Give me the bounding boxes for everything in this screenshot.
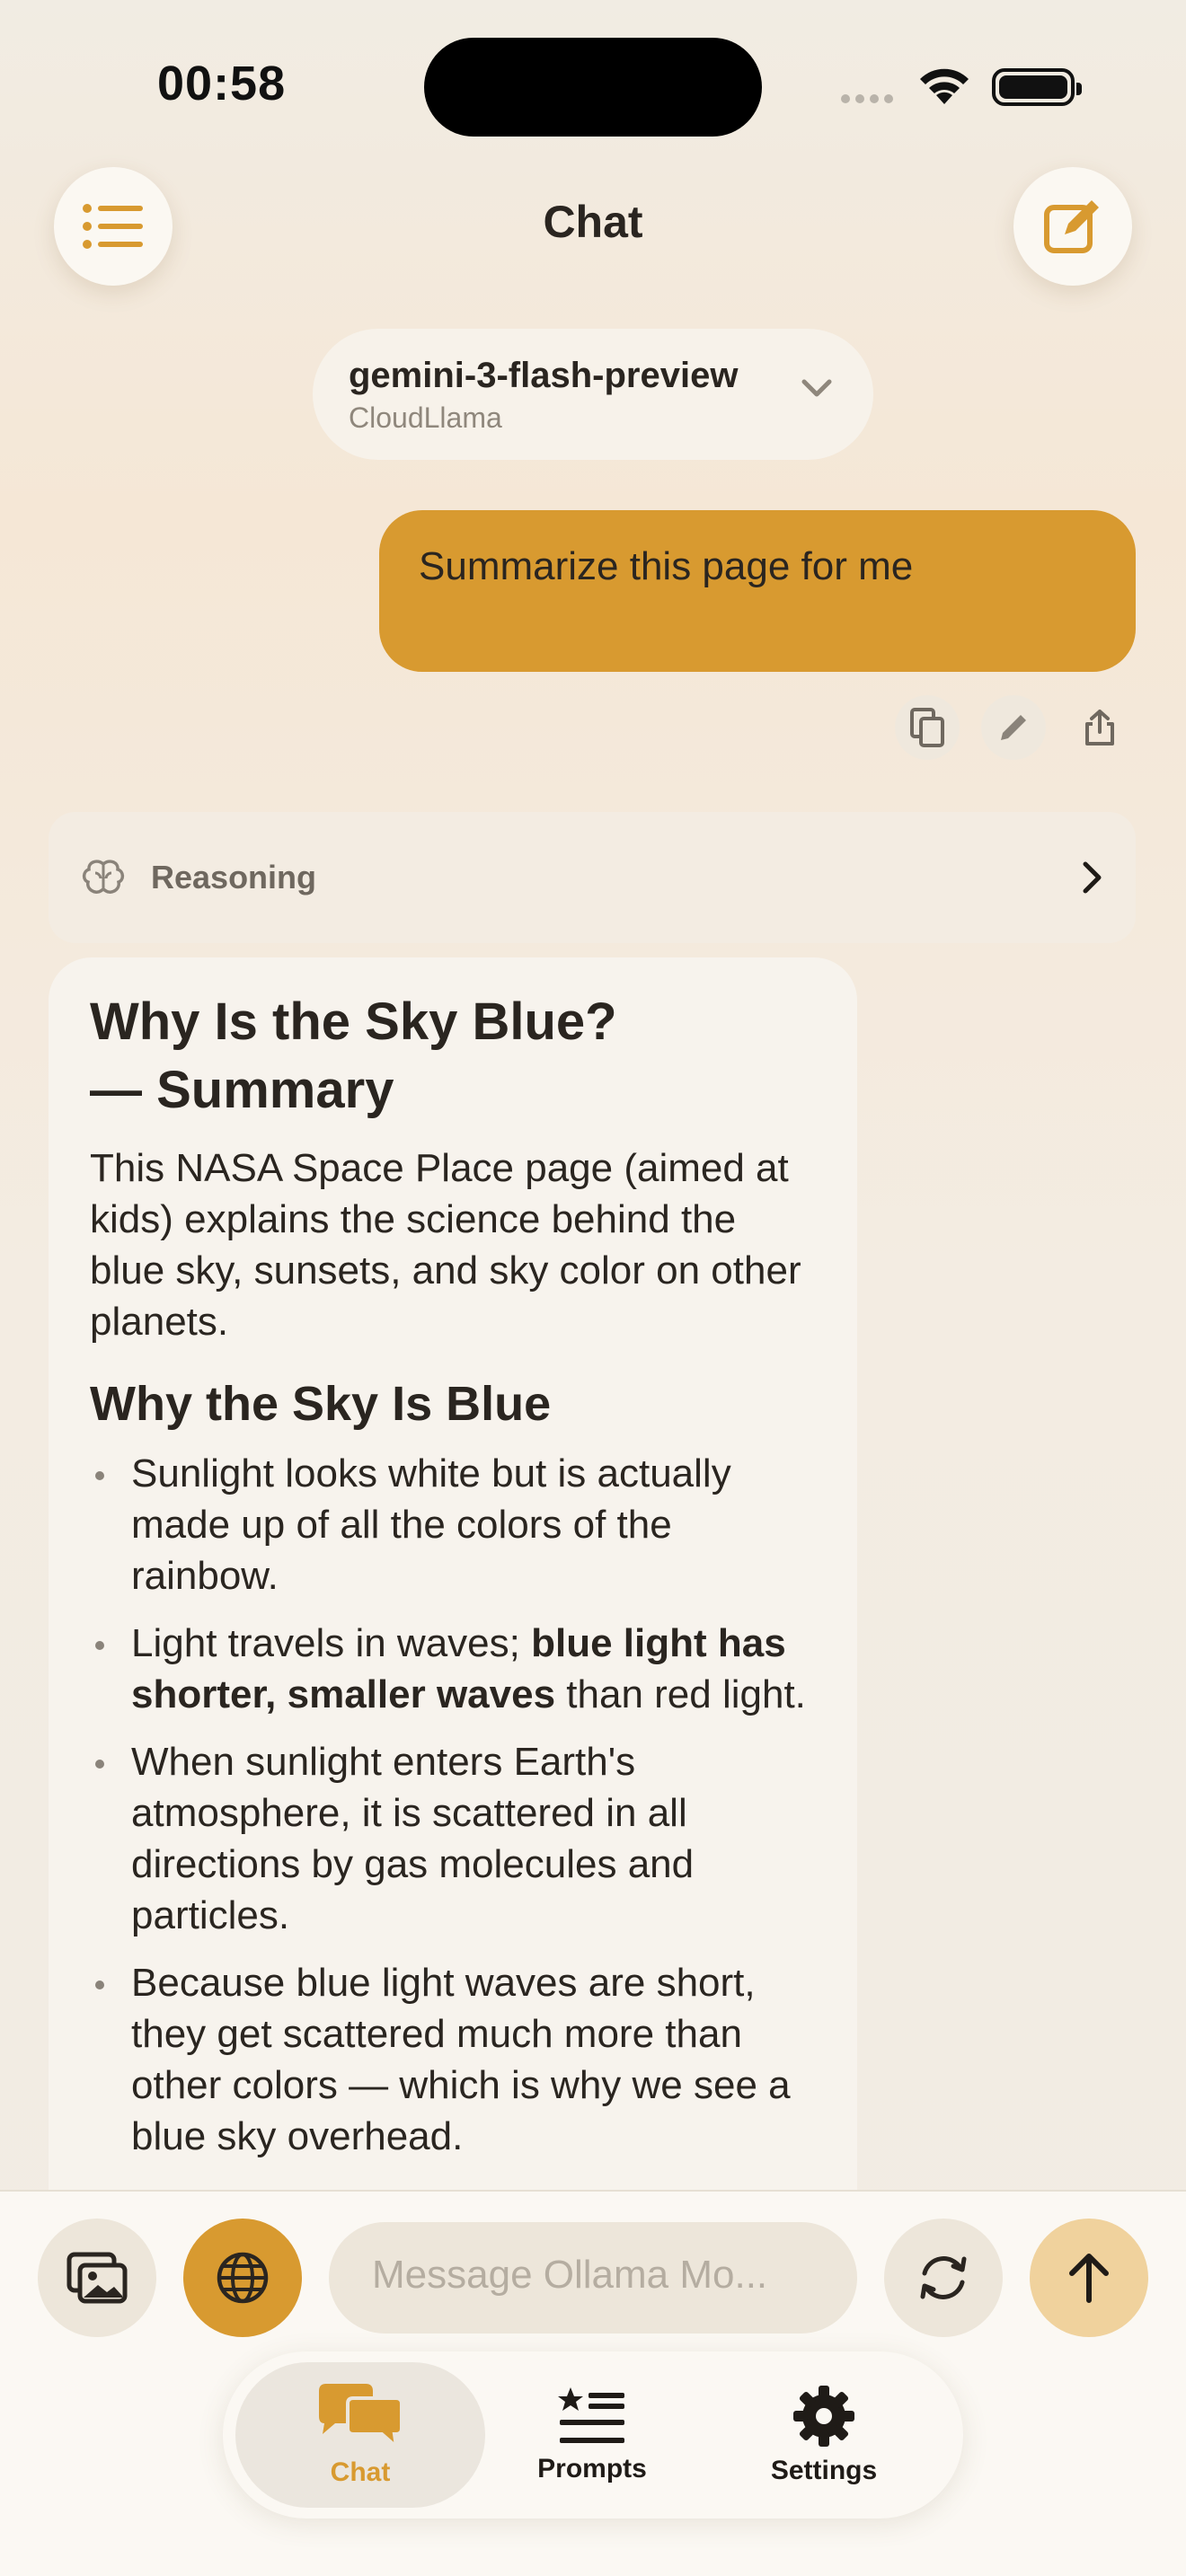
user-message-text: Summarize this page for me: [419, 544, 914, 588]
bullet-text: Light travels in waves;: [131, 1621, 532, 1665]
reasoning-disclosure[interactable]: [49, 812, 1136, 943]
globe-icon: [215, 2250, 270, 2306]
assistant-message-card: [49, 957, 857, 2215]
message-input[interactable]: [329, 2222, 857, 2333]
tab-prompts[interactable]: [467, 2362, 717, 2508]
wifi-icon: [916, 65, 972, 110]
tab-bar: [223, 2351, 963, 2519]
copy-icon: [909, 707, 945, 748]
tab-chat-label: Chat: [330, 2457, 391, 2487]
gear-icon: [792, 2384, 856, 2448]
edit-message-button[interactable]: [981, 695, 1046, 760]
summary-title-line-2: — Summary: [90, 1061, 394, 1119]
prompt-list-icon: [558, 2386, 626, 2447]
model-provider: CloudLlama: [349, 401, 502, 434]
send-button[interactable]: [1030, 2219, 1148, 2337]
chevron-right-icon: [1082, 860, 1103, 895]
web-search-toggle[interactable]: [183, 2219, 302, 2337]
summary-intro: This NASA Space Place page (aimed at kids) explains the science behind the blue sky, sunsets, and sky color on other planets.: [90, 1146, 801, 1344]
tab-settings[interactable]: [699, 2362, 949, 2508]
bullet-bold-text: blue light has shorter, smaller waves: [131, 1621, 786, 1716]
arrow-up-icon: [1067, 2252, 1111, 2304]
copy-message-button[interactable]: [895, 695, 960, 760]
model-selector[interactable]: [313, 329, 873, 460]
section-heading: Why the Sky Is Blue: [90, 1377, 552, 1431]
tab-chat[interactable]: [235, 2362, 485, 2508]
status-time: 00:58: [157, 57, 287, 110]
reasoning-label: Reasoning: [151, 859, 317, 895]
list-item: Because blue light waves are short, they get scattered much more than other colors — which is why we see a blue sky overhead.: [90, 1957, 816, 2162]
share-icon: [1084, 709, 1116, 746]
bullet-text: than red light.: [555, 1672, 806, 1716]
tab-prompts-label: Prompts: [537, 2454, 647, 2483]
list-item: [90, 1618, 816, 1720]
pencil-icon: [997, 711, 1030, 744]
message-input-placeholder: Message Ollama Mo...: [372, 2253, 768, 2297]
regenerate-button[interactable]: [884, 2219, 1003, 2337]
chat-bubbles-icon: [315, 2382, 405, 2450]
user-message-bubble: [379, 510, 1136, 672]
summary-title: [90, 988, 816, 1125]
bullet-list: [90, 1448, 816, 2162]
summary-title-line-1: Why Is the Sky Blue?: [90, 992, 617, 1051]
share-message-button[interactable]: [1067, 695, 1132, 760]
list-item: When sunlight enters Earth's atmosphere, it is scattered in all directions by gas molecules and particles.: [90, 1736, 816, 1941]
new-chat-button[interactable]: [1013, 167, 1132, 286]
battery-icon: [992, 68, 1075, 106]
tab-settings-label: Settings: [770, 2456, 878, 2485]
model-name: gemini-3-flash-preview: [349, 356, 739, 395]
attach-image-button[interactable]: [38, 2219, 156, 2337]
compose-icon: [1043, 197, 1102, 256]
dynamic-island: [424, 38, 762, 137]
list-item: Sunlight looks white but is actually made up of all the colors of the rainbow.: [90, 1448, 816, 1601]
chevron-down-icon: [801, 379, 832, 399]
page-title: Chat: [543, 197, 643, 247]
refresh-icon: [914, 2250, 973, 2306]
brain-icon: [81, 859, 126, 896]
cellular-signal-icon: [841, 92, 898, 108]
photo-library-icon: [66, 2251, 128, 2305]
